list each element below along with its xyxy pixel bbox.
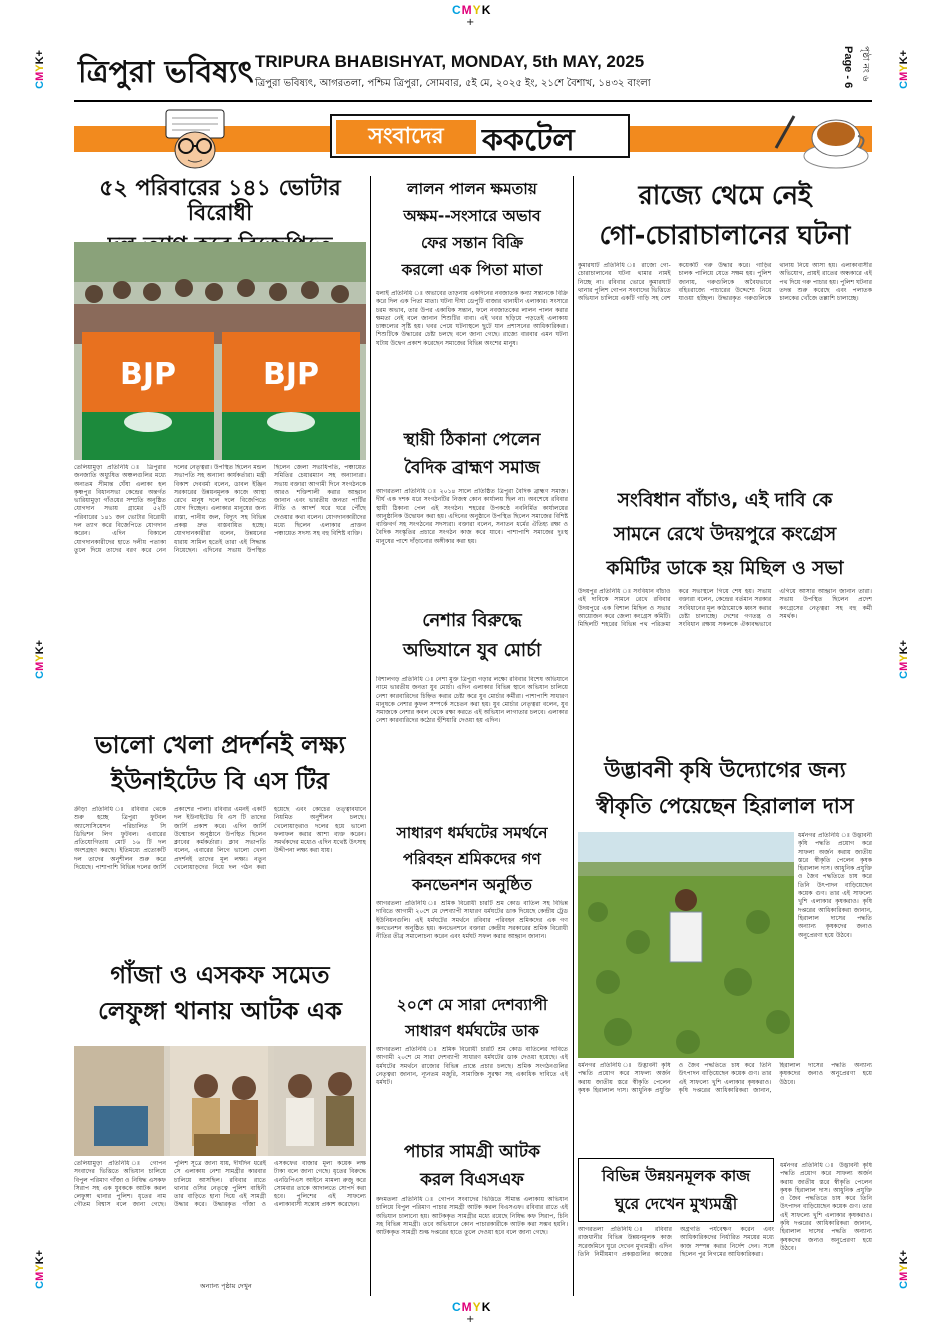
farmer-field-photo <box>578 832 794 1058</box>
congress-headline-line1: সংবিধান বাঁচাও, এই দাবি কে <box>617 490 833 511</box>
left-cmyk-mid: CMYK+ <box>34 640 46 679</box>
strike-headline-line2: পরিবহন শ্রমিকদের গণ <box>403 850 541 868</box>
top-cmyk-mark: CMYK <box>452 3 492 17</box>
cm-headline-line2: ঘুরে দেখেন মুখ্যমন্ত্রী <box>614 1195 738 1213</box>
right-cmyk-bottom: CMYK+ <box>898 1250 910 1289</box>
top-reg-plus: + <box>466 17 475 28</box>
strike2-headline-line2: সাধারণ ধর্মঘটের ডাক <box>405 1022 539 1040</box>
page-number-en: Page - 6 <box>842 46 854 89</box>
football-headline-line1: ভালো খেলা প্রদর্শনই লক্ষ্য <box>94 731 346 759</box>
banner-title-left: সংবাদের <box>336 120 476 154</box>
right-cmyk-mid: CMYK+ <box>898 640 910 679</box>
strike2-headline-line1: ২০শে মে সারা দেশব্যাপী <box>396 996 548 1014</box>
agri-body-side: ধর্মনগর প্রতিনিধি ঃ উদ্ভাবনী কৃষি পদ্ধতি প্রয়োগ করে সাফল্য অর্জন করায় জাতীয় স্তরে স্বীকৃতি পেলেন কৃষক হিরালাল দাস। আধুনিক প্রযুক্তি ও জৈব পদ্ধতিতে চাষ করে তিনি উৎপাদন বাড়িয়েছেন কয়েক গুণ। তার এই সাফল্যে খুশি এলাকার কৃষকরাও। কৃষি দপ্তরের আধিকারিকরা জানান, হিরালাল দাসের পদ্ধতি অন্যান্য কৃষকদের জন্যও অনুপ্রেরণা হয়ে উঠবে। <box>798 832 872 939</box>
agri-headline-line1: উদ্ভাবনী কৃষি উদ্যোগের জন্য <box>604 758 846 782</box>
cm-body: আগরতলা প্রতিনিধি ঃ রবিবার রাজধানীর বিভিন্ন উন্নয়নমূলক কাজ সরেজমিনে ঘুরে দেখেন মুখ্যমন্ত্রী। এদিন তিনি নির্মীয়মাণ প্রকল্পগুলির কাজের অগ্রগতি পর্যবেক্ষণ করেন এবং আধিকারিকদের নির্ধারিত সময়ের মধ্যে কাজ সম্পন্ন করার নির্দেশ দেন। সঙ্গে ছিলেন পুর নিগমের আধিকারিকরা। <box>578 1226 774 1258</box>
youth-headline <box>376 606 568 666</box>
congress-body: উদয়পুর প্রতিনিধি ঃ সংবিধান বাঁচাও এই দাবিকে সামনে রেখে রবিবার উদয়পুরে এক বিশাল মিছিল ও সভার আয়োজন করে জেলা কংগ্রেস কমিটি। মিছিলটি শহরের বিভিন্ন পথ পরিক্রমা করে সভাস্থলে গিয়ে শেষ হয়। সভায় বক্তারা বলেন, কেন্দ্রের বর্তমান সরকার সংবিধানের মূল কাঠামোকে ধ্বংস করার চেষ্টা চালাচ্ছে। দেশের গণতন্ত্র ও সংবিধান রক্ষায় সকলকে ঐক্যবদ্ধভাবে এগিয়ে আসার আহ্বান জানান তারা। সভায় উপস্থিত ছিলেন প্রদেশ কংগ্রেসের নেতৃত্বরা সহ বহু কর্মী সমর্থক। <box>578 588 872 629</box>
masthead-title-bn: ত্রিপুরা ভবিষ্যৎ <box>78 55 254 90</box>
bjp-flag-text-right: BJP <box>262 357 320 392</box>
youth-body: বিশালগড় প্রতিনিধি ঃ নেশা মুক্ত ত্রিপুরা গড়ার লক্ষ্যে রবিবার বিশেষ অভিযানে নামে ভারতীয় জনতা যুব মোর্চা। এদিন এলাকার বিভিন্ন স্থানে অভিযান চালিয়ে নেশা কারবারিদের চিহ্নিত করার চেষ্টা করে যুব মোর্চার কর্মীরা। পাশাপাশি সাধারণ মানুষকে নেশার কুফল সম্পর্কে সচেতন করা হয়। যুব মোর্চার নেতৃত্বরা বলেন, যুব সমাজকে নেশার কবল থেকে রক্ষা করতে এই অভিযান লাগাতার চলবে। এলাকার নেশা কারবারিদের কঠোর হুঁশিয়ারি দেওয়া হয় এদিন। <box>376 676 568 725</box>
masthead-rule <box>74 100 872 102</box>
bsf-headline <box>376 1138 568 1194</box>
football-headline <box>74 732 366 795</box>
tea-cup-icon <box>800 108 872 172</box>
strike-headline-line1: সাধারণ ধর্মঘটের সমর্থনে <box>396 824 548 842</box>
pen-icon <box>770 112 800 152</box>
bjp-body: তেলিয়ামুড়া প্রতিনিধি ঃ ত্রিপুরার জনজাতি অধ্যুষিত অঞ্চলগুলির মধ্যে অন্যতম সীমান্ত ঘেঁষা এলাকা হল কৃষ্ণপুর বিধানসভা কেন্দ্রের অন্তর্গত ভারিয়ামুড়া গাঁওয়ের সম্প্রতি অনুষ্ঠিত যোগদান সভায় গ্রামের ৫২টি পরিবারের ১৪১ জন ভোটার বিরোধী দল ত্যাগ করে বিজেপিতে যোগদান করেন। এদিন বিকালে যোগদানকারীদের হাতে দলীয় পতাকা তুলে দিয়ে তাদের বরণ করে নেন দলের নেতৃত্বরা। উপস্থিত ছিলেন মন্ডল সভাপতি সহ অন্যান্য কার্যকর্তারা। মন্ত্রী বিকাশ দেববর্মা বলেন, ডাবল ইঞ্জিন সরকারের উন্নয়নমূলক কাজে আস্থা রেখে মানুষ দলে দলে বিজেপিতে যোগ দিচ্ছেন। এলাকার মানুষের জন্য রাস্তা, পানীয় জল, বিদ্যুৎ সহ বিভিন্ন প্রকল্প দ্রুত বাস্তবায়িত হচ্ছে। যোগদানকারীরা বলেন, উন্নয়নের ধারায় সামিল হতেই তারা এই সিদ্ধান্ত নিয়েছেন। এদিনের সভায় উপস্থিত ছিলেন জেলা সভাধিপতি, পঞ্চায়েত সমিতির চেয়ারম্যান সহ অন্যান্যরা। সভায় বক্তারা আগামী দিনে সংগঠনকে আরও শক্তিশালী করার আহ্বান জানান এবং ভারতীয় জনতা পার্টির নীতি ও আদর্শ ঘরে ঘরে পৌঁছে দেওয়ার কথা বলেন। যোগদানকারীদের মধ্যে ছিলেন এলাকার প্রাক্তন পঞ্চায়েত সদস্য সহ বহু বিশিষ্ট ব্যক্তি। <box>74 464 366 554</box>
bjp-joining-photo <box>74 242 366 460</box>
strike2-body: আগরতলা প্রতিনিধি ঃ শ্রমিক বিরোধী চারটি শ্রম কোড বাতিলের দাবিতে আগামী ২০শে মে সারা দেশব্যাপী সাধারণ ধর্মঘটের ডাক দেওয়া হয়েছে। এই ধর্মঘটের সমর্থনে রাজ্যের বিভিন্ন প্রান্তে প্রচার চলছে। শ্রমিক সংগঠনগুলির নেতৃত্বরা জানান, ন্যূনতম মজুরি, সামাজিক সুরক্ষা সহ একাধিক দাবিতে এই ধর্মঘট। <box>376 1046 568 1087</box>
left-cmyk-bottom: CMYK+ <box>34 1250 46 1289</box>
child-sale-headline <box>376 176 568 284</box>
agri-body: ধর্মনগর প্রতিনিধি ঃ উদ্ভাবনী কৃষি পদ্ধতি প্রয়োগ করে সাফল্য অর্জন করায় জাতীয় স্তরে স্বীকৃতি পেলেন কৃষক হিরালাল দাস। আধুনিক প্রযুক্তি ও জৈব পদ্ধতিতে চাষ করে তিনি উৎপাদন বাড়িয়েছেন কয়েক গুণ। তার এই সাফল্যে খুশি এলাকার কৃষকরাও। কৃষি দপ্তরের আধিকারিকরা জানান, হিরালাল দাসের পদ্ধতি অন্যান্য কৃষকদের জন্যও অনুপ্রেরণা হয়ে উঠবে। <box>578 1062 872 1094</box>
masthead-subline: ত্রিপুরা ভবিষ্যৎ, আগরতলা, পশ্চিম ত্রিপুরা, সোমবার, ৫ই মে, ২০২৫ ইং, ২১শে বৈশাখ, ১৪৩২ বাংলা <box>255 78 651 89</box>
cm-headline <box>578 1162 774 1218</box>
child-sale-headline-line3: ফের সন্তান বিক্রি <box>420 234 524 252</box>
strike-headline <box>376 820 568 898</box>
cattle-headline-line1: রাজ্যে থেমে নেই <box>638 181 812 211</box>
drugs-headline-line1: গাঁজা ও এসকফ সমেত <box>110 961 330 989</box>
agri-body-continued: ধর্মনগর প্রতিনিধি ঃ উদ্ভাবনী কৃষি পদ্ধতি প্রয়োগ করে সাফল্য অর্জন করায় জাতীয় স্তরে স্বীকৃতি পেলেন কৃষক হিরালাল দাস। আধুনিক প্রযুক্তি ও জৈব পদ্ধতিতে চাষ করে তিনি উৎপাদন বাড়িয়েছেন কয়েক গুণ। তার এই সাফল্যে খুশি এলাকার কৃষকরাও। কৃষি দপ্তরের আধিকারিকরা জানান, হিরালাল দাসের পদ্ধতি অন্যান্য কৃষকদের জন্যও অনুপ্রেরণা হয়ে উঠবে। <box>780 1162 872 1252</box>
cattle-body: কুমারঘাট প্রতিনিধি ঃ রাজ্যে গো-চোরাচালানের ঘটনা থামার নামই নিচ্ছে না। রবিবার ভোরে কুমারঘাট থানার পুলিশ গোপন সংবাদের ভিত্তিতে অভিযান চালিয়ে একটি গাড়ি সহ বেশ কয়েকটি গরু উদ্ধার করে। গাড়ির চালক পালিয়ে যেতে সক্ষম হয়। পুলিশ জানায়, গরুগুলিকে অবৈধভাবে বহিঃরাজ্যে পাচারের উদ্দেশ্যে নিয়ে যাওয়া হচ্ছিল। উদ্ধারকৃত গরুগুলিকে থানায় নিয়ে আসা হয়। এলাকাবাসীর অভিযোগ, প্রায়ই রাতের অন্ধকারে এই পথ দিয়ে গরু পাচার হয়। পুলিশ ঘটনার তদন্ত শুরু করেছে এবং পলাতক চালকের খোঁজে তল্লাশি চালাচ্ছে। <box>578 262 872 303</box>
brahmin-headline-line1: স্থায়ী ঠিকানা পেলেন <box>403 430 541 450</box>
youth-headline-line2: অভিযানে যুব মোর্চা <box>402 640 542 661</box>
cattle-headline-line2: গো-চোরাচালানের ঘটনা <box>599 221 851 251</box>
football-headline-line2: ইউনাইটেড বি এস টির <box>111 766 329 795</box>
bjp-flag-text-left: BJP <box>119 357 177 392</box>
banner-title-right: ককটেল <box>482 123 575 158</box>
bottom-cmyk-mark: CMYK <box>452 1300 492 1314</box>
bsf-headline-line2: করল বিএসএফ <box>420 1170 524 1190</box>
drugs-seizure-photo <box>74 1046 366 1156</box>
cattle-headline <box>578 176 872 256</box>
brahmin-body: আগরতলা প্রতিনিধি ঃ ২০১৪ সালে প্রতিষ্ঠিত ত্রিপুরা বৈদিক ব্রাহ্মণ সমাজ। দীর্ঘ এক দশক ধরে সংগঠনটির নিজস্ব কোন কার্যালয় ছিল না। অবশেষে রবিবার স্থায়ী ঠিকানা পেল এই সংগঠন। শহরের উপকণ্ঠে নবনির্মিত কার্যালয়ের আনুষ্ঠানিক উদ্বোধন করা হয়। এদিনের অনুষ্ঠানে উপস্থিত ছিলেন সমাজের বিশিষ্ট ব্যক্তিবর্গ সহ সংগঠনের সদস্যরা। বক্তারা বলেন, সনাতন ধর্মের ঐতিহ্য রক্ষা ও বৈদিক সংস্কৃতির প্রচারে সংগঠন কাজ করে যাবে। পাশাপাশি সমাজের দুঃস্থ মানুষের পাশে দাঁড়ানোর অঙ্গীকার করা হয়। <box>376 488 568 545</box>
bottom-reg-plus: + <box>466 1314 475 1325</box>
drugs-headline-line2: লেফুঙ্গা থানায় আটক এক <box>98 996 342 1025</box>
bsf-body: কদমতলা প্রতিনিধি ঃ গোপন সংবাদের ভিত্তিতে সীমান্ত এলাকায় অভিযান চালিয়ে বিপুল পরিমাণ পাচার সামগ্রী আটক করল বিএসএফ। রবিবার রাতে এই অভিযান চালানো হয়। আটককৃত সামগ্রীর মধ্যে রয়েছে নিষিদ্ধ কফ সিরাপ, চিনি সহ বিভিন্ন সামগ্রী। তবে অভিযানে কোন পাচারকারীকে আটক করা সম্ভব হয়নি। আটককৃত সামগ্রী শুল্ক দপ্তরের হাতে তুলে দেওয়া হবে বলে জানা গেছে। <box>376 1196 568 1237</box>
strike-body: আগরতলা প্রতিনিধি ঃ শ্রমিক বিরোধী চারটি শ্রম কোড বাতিল সহ বিভিন্ন দাবিতে আগামী ২০শে মে দেশব্যাপী সাধারণ ধর্মঘটের ডাক দিয়েছে কেন্দ্রীয় ট্রেড ইউনিয়নগুলি। এই ধর্মঘটের সমর্থনে রবিবার পরিবহন শ্রমিকদের এক গণ কনভেনশন অনুষ্ঠিত হয়। কনভেনশনে বক্তারা কেন্দ্রীয় সরকারের শ্রমিক বিরোধী নীতির তীব্র সমালোচনা করেন এবং ধর্মঘট সফল করার আহ্বান জানান। <box>376 900 568 941</box>
agri-headline-line2: স্বীকৃতি পেয়েছেন হিরালাল দাস <box>596 794 854 818</box>
column-rule-right <box>573 176 574 1296</box>
strike2-headline <box>376 992 568 1044</box>
drugs-continued: অন্যান্য পৃষ্ঠায় দেখুন <box>200 1282 252 1290</box>
brahmin-headline <box>376 426 568 482</box>
child-sale-body: ধলাই প্রতিনিধি ঃ অভাবের তাড়নায় একদিনের নবজাতক কন্যা সন্তানকে বিক্রি করে দিল এক পিতা মাতা। ঘটনা দীঘা ডেপুটি বাজার থানাধীন এলাকার। সংসারে চরম অভাব, তার উপর একাধিক সন্তান, ফলে নবজাতকের লালন পালন করার ক্ষমতা নেই বলে জানান শিশুটির বাবা। এই খবর ছড়িয়ে পড়তেই এলাকায় চাঞ্চল্যের সৃষ্টি হয়। খবর পেয়ে ঘটনাস্থলে ছুটে যান প্রশাসনের আধিকারিকরা। শিশুটিকে উদ্ধারের চেষ্টা চলছে বলে জানা গেছে। রাজ্যে বারবার এমন ঘটনা ঘটায় উদ্বেগ প্রকাশ করেছেন সমাজের বিভিন্ন অংশের মানুষ। <box>376 290 568 347</box>
drugs-headline <box>74 962 366 1025</box>
drugs-body: তেলিয়ামুড়া প্রতিনিধি ঃ গোপন সংবাদের ভিত্তিতে অভিযান চালিয়ে বিপুল পরিমাণ গাঁজা ও নিষিদ্ধ এসকফ সিরাপ সহ এক যুবককে আটক করল লেফুঙ্গা থানার পুলিশ। ধৃতের নাম গৌতম বিশ্বাস বলে জানা গেছে। পুলিশ সূত্রে জানা যায়, দীর্ঘদিন ধরেই সে এলাকায় নেশা সামগ্রীর কারবার চালিয়ে আসছিল। রবিবার রাতে থানার ওসির নেতৃত্বে পুলিশ বাহিনী তার বাড়িতে হানা দিয়ে এই সামগ্রী উদ্ধার করে। উদ্ধারকৃত গাঁজা ও এসকফের বাজার মূল্য কয়েক লক্ষ টাকা বলে জানা গেছে। ধৃতের বিরুদ্ধে এনডিপিএস আইনে মামলা রুজু করে সোমবার তাকে আদালতে সোপর্দ করা হবে। পুলিশের এই সাফল্যে এলাকাবাসী সন্তোষ প্রকাশ করেছেন। <box>74 1160 366 1209</box>
child-sale-headline-line2: অক্ষম--সংসারে অভাব <box>403 207 541 225</box>
column-rule-left <box>370 176 371 1296</box>
brahmin-headline-line2: বৈদিক ব্রাহ্মণ সমাজ <box>404 458 540 478</box>
page-number-bn: পৃষ্ঠা নং ৬ <box>860 46 870 82</box>
bjp-headline-line1: ৫২ পরিবারের ১৪১ ভোটার বিরোধী <box>99 176 341 227</box>
cartoon-reader-icon <box>160 106 230 174</box>
football-body: ক্রীড়া প্রতিনিধি ঃ রবিবার থেকে শুরু হচ্ছে ত্রিপুরা ফুটবল অ্যাসোসিয়েশন পরিচালিত সি ডিভিশন লিগ ফুটবল। এবারের প্রতিযোগিতায় মোট ১৬ টি দল অংশগ্রহণ করছে। ইতিমধ্যে প্রত্যেকটি দল তাদের অনুশীলন শুরু করে দিয়েছে। পাশাপাশি বিভিন্ন দলের জার্সি প্রকাশের পালা। রবিবার এমনই একটি দল ইউনাইটেড বি এস টি তাদের জার্সি প্রকাশ করে। এদিন জার্সি উন্মোচন অনুষ্ঠানে উপস্থিত ছিলেন ক্লাবের কর্মকর্তারা। ক্লাব সভাপতি বলেন, এবারের লিগে ভালো খেলা প্রদর্শনই তাদের মূল লক্ষ্য। নতুন খেলোয়াড়দের নিয়ে দল গঠন করা হয়েছে এবং কোচের তত্ত্বাবধানে নিয়মিত অনুশীলন চলছে। খেলোয়াড়রাও দলের হয়ে ভালো ফলাফল করার আশা ব্যক্ত করেন। সমর্থকদের মধ্যেও এদিন যথেষ্ট উৎসাহ উদ্দীপনা লক্ষ্য করা যায়। <box>74 806 366 872</box>
congress-headline <box>578 484 872 586</box>
left-cmyk-top: CMYK+ <box>34 50 46 89</box>
right-cmyk-top: CMYK+ <box>898 50 910 89</box>
congress-headline-line2: সামনে রেখে উদয়পুরে কংগ্রেস <box>613 524 837 545</box>
cm-headline-line1: বিভিন্ন উন্নয়নমূলক কাজ <box>601 1167 751 1185</box>
child-sale-headline-line4: করলো এক পিতা মাতা <box>401 261 543 279</box>
congress-headline-line3: কমিটির ডাকে হয় মিছিল ও সভা <box>606 558 844 579</box>
strike-headline-line3: কনভেনশন অনুষ্ঠিত <box>412 876 532 894</box>
agri-headline <box>578 752 872 824</box>
child-sale-headline-line1: লালন পালন ক্ষমতায় <box>407 180 537 198</box>
masthead-title-en: TRIPURA BHABISHYAT, MONDAY, 5th MAY, 2025 <box>255 52 645 71</box>
youth-headline-line1: নেশার বিরুদ্ধে <box>422 610 522 631</box>
bsf-headline-line1: পাচার সামগ্রী আটক <box>404 1142 540 1162</box>
